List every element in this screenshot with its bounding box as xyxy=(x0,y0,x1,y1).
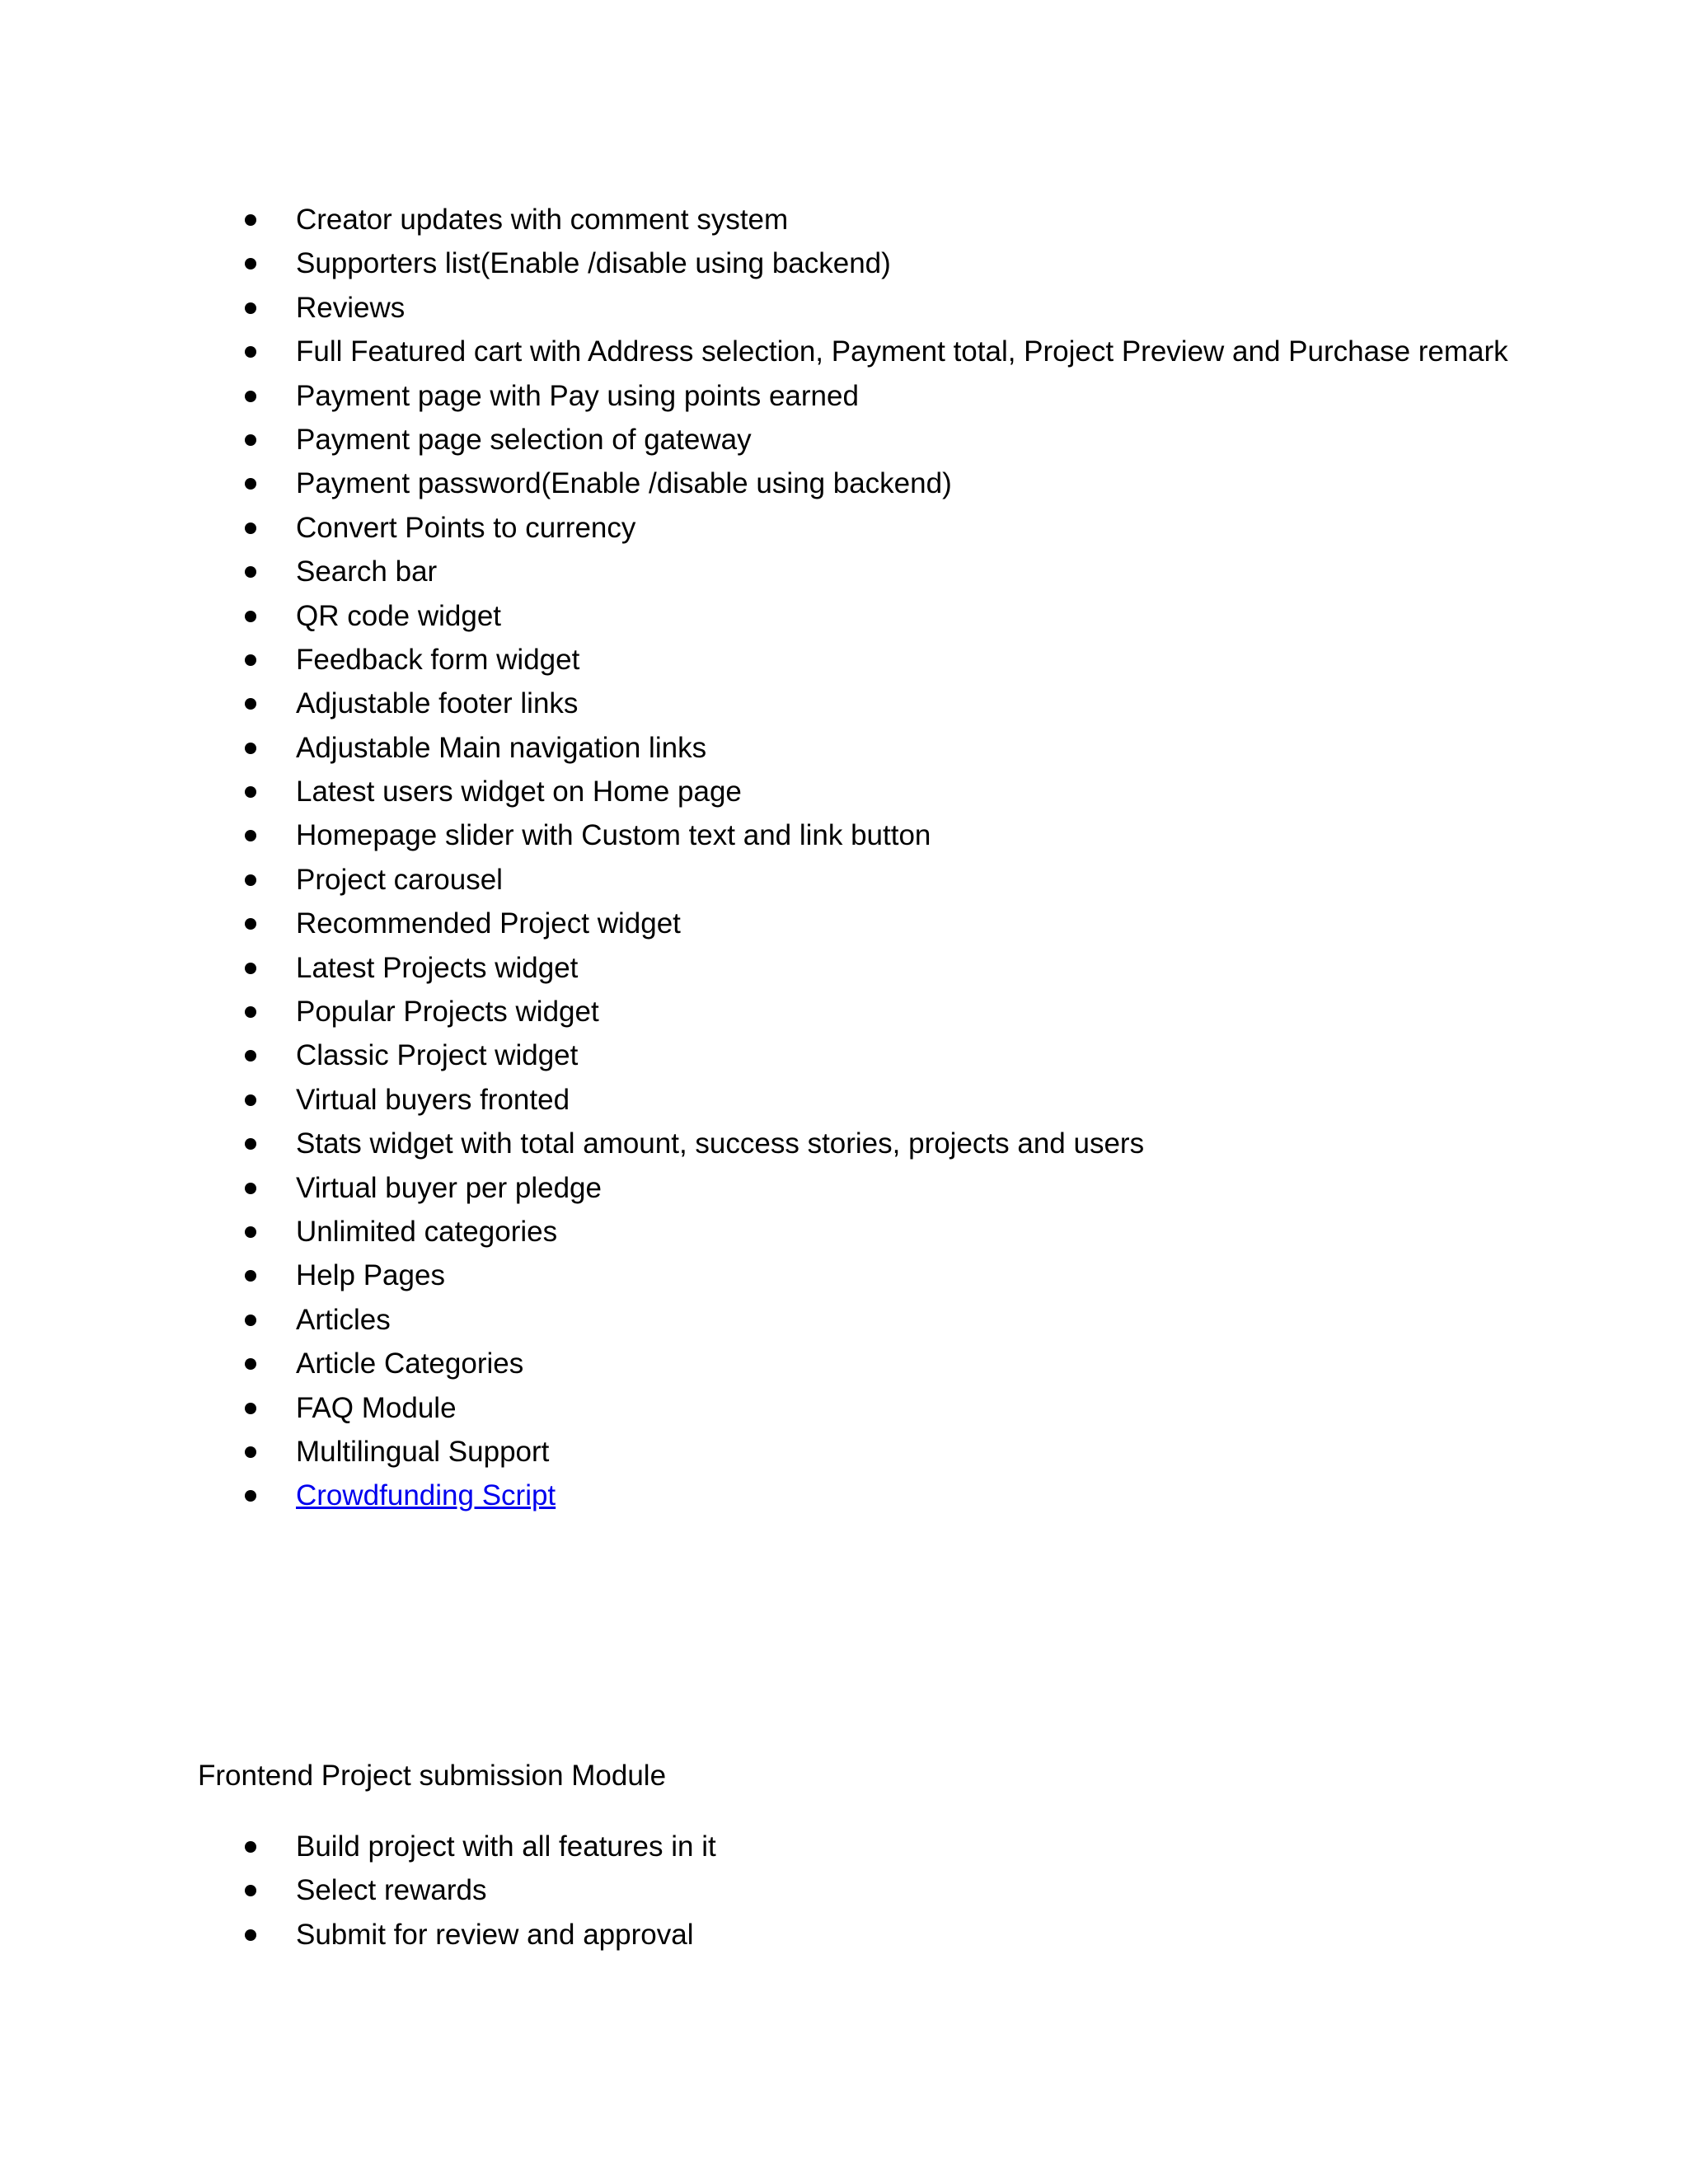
bullet-icon xyxy=(245,1006,256,1018)
bullet-icon xyxy=(245,1403,256,1414)
list-item-text: Adjustable Main navigation links xyxy=(296,731,707,764)
list-item-text: Payment password(Enable /disable using backend) xyxy=(296,467,952,500)
list-item-text: Homepage slider with Custom text and link button xyxy=(296,819,931,852)
bullet-icon xyxy=(245,698,256,710)
bullet-icon xyxy=(245,302,256,314)
bullet-icon xyxy=(245,1885,256,1896)
bullet-icon xyxy=(245,1315,256,1326)
bullet-icon xyxy=(245,566,256,578)
list-item-text: Search bar xyxy=(296,555,438,588)
bullet-icon xyxy=(245,874,256,886)
list-item-text: Latest users widget on Home page xyxy=(296,776,742,808)
bullet-icon xyxy=(245,1094,256,1106)
bullet-icon xyxy=(245,523,256,534)
crowdfunding-script-link[interactable]: Crowdfunding Script xyxy=(296,1479,556,1512)
list-item-text: Build project with all features in it xyxy=(296,1830,716,1863)
list-item-text: Reviews xyxy=(296,291,406,324)
list-item-text: Select rewards xyxy=(296,1874,487,1907)
list-item-text: Creator updates with comment system xyxy=(296,204,789,236)
bullet-icon xyxy=(245,654,256,666)
bullet-icon xyxy=(245,1270,256,1282)
list-item-text: Convert Points to currency xyxy=(296,511,636,544)
list-item-text: FAQ Module xyxy=(296,1391,457,1424)
bullet-icon xyxy=(245,1490,256,1502)
bullet-icon xyxy=(245,478,256,490)
list-item-text: Supporters list(Enable /disable using backend) xyxy=(296,247,891,280)
bullet-icon xyxy=(245,1050,256,1062)
list-item-text: Stats widget with total amount, success stories, projects and users xyxy=(296,1127,1145,1160)
bullet-icon xyxy=(245,1358,256,1370)
bullet-icon xyxy=(245,830,256,841)
bullet-icon xyxy=(245,1841,256,1853)
bullet-icon xyxy=(245,1226,256,1238)
list-item-text: Submit for review and approval xyxy=(296,1918,694,1951)
list-item-text: Popular Projects widget xyxy=(296,996,599,1029)
list-item-text: QR code widget xyxy=(296,599,502,632)
list-item-text: Multilingual Support xyxy=(296,1435,550,1468)
bullet-icon xyxy=(245,743,256,754)
list-item-text: Full Featured cart with Address selection, Payment total, Project Preview and Purchase remark xyxy=(296,335,1508,368)
list-item-text: Adjustable footer links xyxy=(296,687,579,720)
list-item-text: Help Pages xyxy=(296,1259,445,1292)
bullet-icon xyxy=(245,1929,256,1941)
list-item-text: Articles xyxy=(296,1303,391,1336)
bullet-icon xyxy=(245,918,256,930)
bullet-icon xyxy=(245,1183,256,1194)
bullet-icon xyxy=(245,1446,256,1458)
list-item-text: Project carousel xyxy=(296,863,503,896)
list-item-text: Article Categories xyxy=(296,1347,524,1380)
bullet-icon xyxy=(245,611,256,622)
bullet-icon xyxy=(245,346,256,358)
list-item-text: Classic Project widget xyxy=(296,1039,579,1072)
bullet-icon xyxy=(245,786,256,798)
bullet-icon xyxy=(245,434,256,446)
bullet-icon xyxy=(245,391,256,402)
bullet-icon xyxy=(245,1138,256,1150)
list-item-text: Virtual buyer per pledge xyxy=(296,1171,602,1204)
list-item-text: Recommended Project widget xyxy=(296,907,681,940)
list-item-text: Payment page with Pay using points earned xyxy=(296,379,859,412)
list-item-text: Virtual buyers fronted xyxy=(296,1083,570,1116)
bullet-icon xyxy=(245,214,256,226)
list-item-text: Payment page selection of gateway xyxy=(296,423,752,456)
list-item-text: Feedback form widget xyxy=(296,643,580,676)
list-item-text: Latest Projects widget xyxy=(296,951,579,984)
bullet-icon xyxy=(245,963,256,974)
list-item-text: Unlimited categories xyxy=(296,1215,558,1248)
section-heading: Frontend Project submission Module xyxy=(198,1760,667,1792)
bullet-icon xyxy=(245,258,256,269)
